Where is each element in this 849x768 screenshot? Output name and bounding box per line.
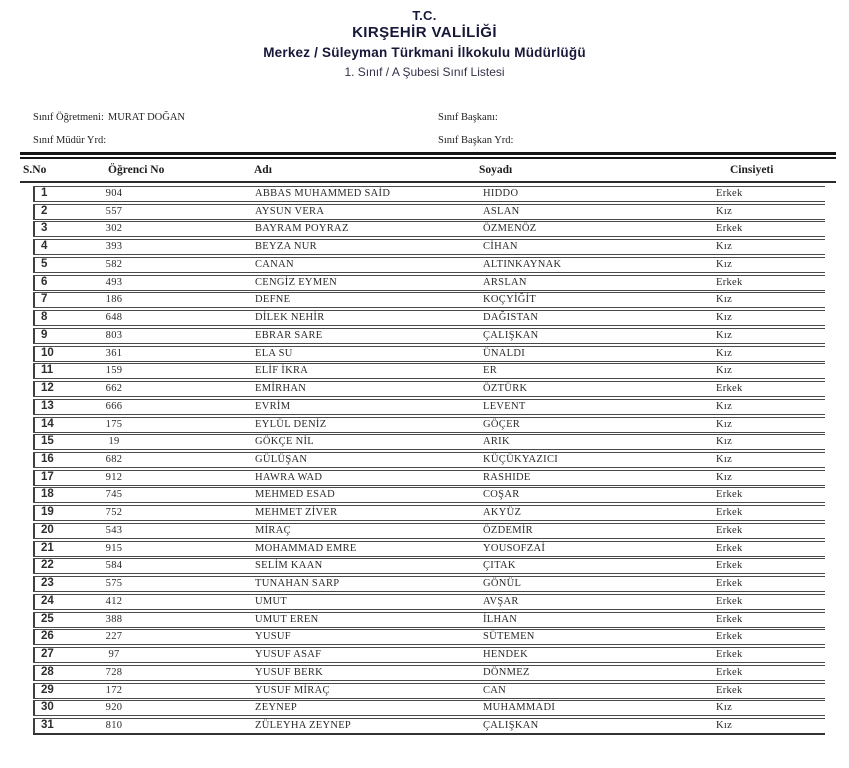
table-row xyxy=(33,310,825,326)
cell-cinsiyeti: Erkek xyxy=(716,507,743,519)
meta-class-teacher xyxy=(33,112,185,123)
cell-ogrenci-no: 388 xyxy=(105,613,123,625)
cell-sno: 11 xyxy=(33,364,53,378)
cell-ogrenci-no: 393 xyxy=(105,241,123,253)
cell-ogrenci-no: 186 xyxy=(105,294,123,306)
table-header-rule xyxy=(20,181,836,183)
table-row xyxy=(33,434,825,450)
table-row xyxy=(33,487,825,503)
cell-sno: 16 xyxy=(33,453,54,467)
cell-adi: HAWRA WAD xyxy=(255,471,323,483)
cell-soyadi: ÇALIŞKAN xyxy=(483,720,539,732)
cell-sno: 31 xyxy=(33,719,54,733)
document-header xyxy=(0,8,849,79)
cell-ogrenci-no: 19 xyxy=(108,436,120,448)
cell-cinsiyeti: Kız xyxy=(716,347,733,359)
cell-ogrenci-no: 682 xyxy=(105,454,123,466)
cell-adi: BAYRAM POYRAZ xyxy=(255,223,349,235)
cell-ogrenci-no: 97 xyxy=(108,649,120,661)
cell-ogrenci-no: 543 xyxy=(105,524,123,536)
meta-class-teacher-value: MURAT DOĞAN xyxy=(107,112,185,123)
cell-cinsiyeti: Kız xyxy=(716,241,733,253)
cell-cinsiyeti: Kız xyxy=(716,436,733,448)
cell-ogrenci-no: 810 xyxy=(105,720,123,732)
table-row xyxy=(33,452,825,468)
cell-ogrenci-no: 745 xyxy=(105,489,123,501)
cell-sno: 30 xyxy=(33,701,54,715)
cell-cinsiyeti: Kız xyxy=(716,720,733,732)
cell-cinsiyeti: Erkek xyxy=(716,223,743,235)
col-header-adi: Adı xyxy=(254,164,272,176)
table-row xyxy=(33,239,825,255)
cell-sno: 15 xyxy=(33,435,54,449)
cell-cinsiyeti: Erkek xyxy=(716,524,743,536)
cell-ogrenci-no: 648 xyxy=(105,312,123,324)
col-header-ogrenci-no: Öğrenci No xyxy=(108,164,165,176)
cell-soyadi: ASLAN xyxy=(483,205,520,217)
cell-soyadi: ER xyxy=(483,365,498,377)
cell-sno: 22 xyxy=(33,559,54,573)
cell-cinsiyeti: Erkek xyxy=(716,276,743,288)
cell-sno: 20 xyxy=(33,524,54,538)
cell-adi: YUSUF ASAF xyxy=(255,649,322,661)
table-row xyxy=(33,186,825,202)
title-governorship: KIRŞEHİR VALİLİĞİ xyxy=(352,24,497,41)
cell-cinsiyeti: Erkek xyxy=(716,631,743,643)
cell-soyadi: ARIK xyxy=(483,436,510,448)
cell-cinsiyeti: Erkek xyxy=(716,666,743,678)
table-row xyxy=(33,346,825,362)
cell-adi: UMUT EREN xyxy=(255,613,319,625)
cell-cinsiyeti: Kız xyxy=(716,471,733,483)
table-row xyxy=(33,647,825,663)
cell-adi: GÜLÜŞAN xyxy=(255,454,308,466)
cell-sno: 21 xyxy=(33,542,54,556)
cell-ogrenci-no: 172 xyxy=(105,684,123,696)
cell-soyadi: DAĞISTAN xyxy=(483,312,539,324)
cell-sno: 3 xyxy=(33,222,47,236)
cell-adi: CANAN xyxy=(255,258,294,270)
table-row xyxy=(33,718,825,735)
cell-adi: GÖKÇE NİL xyxy=(255,436,314,448)
cell-cinsiyeti: Erkek xyxy=(716,649,743,661)
cell-sno: 8 xyxy=(33,311,47,325)
cell-adi: MEHMET ZİVER xyxy=(255,507,338,519)
cell-cinsiyeti: Kız xyxy=(716,702,733,714)
cell-adi: AYSUN VERA xyxy=(255,205,325,217)
table-row xyxy=(33,399,825,415)
cell-sno: 27 xyxy=(33,648,54,662)
cell-cinsiyeti: Erkek xyxy=(716,188,743,199)
cell-adi: BEYZA NUR xyxy=(255,241,317,253)
cell-soyadi: MUHAMMADI xyxy=(483,702,556,714)
cell-ogrenci-no: 920 xyxy=(105,702,123,714)
cell-sno: 6 xyxy=(33,276,47,290)
cell-cinsiyeti: Erkek xyxy=(716,578,743,590)
title-tc: T.C. xyxy=(412,8,437,23)
table-row xyxy=(33,665,825,681)
meta-block xyxy=(33,110,827,152)
cell-sno: 9 xyxy=(33,329,47,343)
cell-adi: MOHAMMAD EMRE xyxy=(255,542,357,554)
meta-deputy-principal-label: Sınıf Müdür Yrd: xyxy=(33,135,107,146)
cell-adi: EMİRHAN xyxy=(255,383,307,395)
cell-soyadi: KOÇYİĞİT xyxy=(483,294,537,306)
cell-soyadi: AVŞAR xyxy=(483,595,519,607)
cell-sno: 23 xyxy=(33,577,54,591)
cell-sno: 19 xyxy=(33,506,54,520)
table-row xyxy=(33,576,825,592)
cell-cinsiyeti: Kız xyxy=(716,329,733,341)
cell-ogrenci-no: 584 xyxy=(105,560,123,572)
table-row xyxy=(33,700,825,716)
col-header-cinsiyeti: Cinsiyeti xyxy=(730,164,774,176)
cell-adi: EYLÜL DENİZ xyxy=(255,418,327,430)
cell-ogrenci-no: 175 xyxy=(105,418,123,430)
meta-class-teacher-label: Sınıf Öğretmeni: xyxy=(33,112,104,123)
cell-cinsiyeti: Erkek xyxy=(716,613,743,625)
table-row xyxy=(33,505,825,521)
cell-ogrenci-no: 915 xyxy=(105,542,123,554)
cell-sno: 29 xyxy=(33,684,54,698)
cell-cinsiyeti: Erkek xyxy=(716,542,743,554)
cell-sno: 7 xyxy=(33,293,47,307)
table-body xyxy=(33,186,825,735)
student-table xyxy=(20,152,836,737)
cell-soyadi: SÜTEMEN xyxy=(483,631,535,643)
col-header-sno: S.No xyxy=(23,164,47,176)
cell-cinsiyeti: Erkek xyxy=(716,684,743,696)
title-class-list: 1. Sınıf / A Şubesi Sınıf Listesi xyxy=(344,65,505,79)
table-row xyxy=(33,221,825,237)
cell-soyadi: KÜÇÜKYAZICI xyxy=(483,454,559,466)
cell-ogrenci-no: 493 xyxy=(105,276,123,288)
cell-cinsiyeti: Kız xyxy=(716,294,733,306)
cell-sno: 24 xyxy=(33,595,54,609)
cell-sno: 12 xyxy=(33,382,54,396)
cell-soyadi: ÇALIŞKAN xyxy=(483,329,539,341)
cell-adi: ABBAS MUHAMMED SAİD xyxy=(255,188,391,199)
cell-sno: 14 xyxy=(33,418,54,432)
table-row xyxy=(33,381,825,397)
table-row xyxy=(33,612,825,628)
cell-adi: DİLEK NEHİR xyxy=(255,312,325,324)
cell-soyadi: LEVENT xyxy=(483,400,526,412)
col-header-soyadi: Soyadı xyxy=(479,164,513,176)
cell-adi: SELİM KAAN xyxy=(255,560,323,572)
cell-adi: EVRİM xyxy=(255,400,291,412)
cell-cinsiyeti: Erkek xyxy=(716,489,743,501)
cell-sno: 18 xyxy=(33,488,54,502)
meta-class-president-label: Sınıf Başkanı: xyxy=(438,112,498,123)
cell-soyadi: HENDEK xyxy=(483,649,528,661)
cell-adi: CENGİZ EYMEN xyxy=(255,276,338,288)
cell-adi: EBRAR SARE xyxy=(255,329,323,341)
cell-ogrenci-no: 803 xyxy=(105,329,123,341)
cell-soyadi: COŞAR xyxy=(483,489,520,501)
cell-ogrenci-no: 728 xyxy=(105,666,123,678)
table-row xyxy=(33,275,825,291)
cell-sno: 10 xyxy=(33,347,54,361)
cell-adi: YUSUF MİRAÇ xyxy=(255,684,330,696)
cell-adi: TUNAHAN SARP xyxy=(255,578,340,590)
cell-cinsiyeti: Erkek xyxy=(716,595,743,607)
table-row xyxy=(33,328,825,344)
cell-soyadi: İLHAN xyxy=(483,613,518,625)
cell-adi: YUSUF xyxy=(255,631,291,643)
cell-sno: 5 xyxy=(33,258,47,272)
cell-sno: 2 xyxy=(33,205,47,219)
cell-ogrenci-no: 582 xyxy=(105,258,123,270)
cell-adi: MEHMED ESAD xyxy=(255,489,336,501)
cell-soyadi: DÖNMEZ xyxy=(483,666,530,678)
cell-sno: 4 xyxy=(33,240,47,254)
table-row xyxy=(33,541,825,557)
table-row xyxy=(33,204,825,220)
cell-ogrenci-no: 159 xyxy=(105,365,123,377)
table-row xyxy=(33,594,825,610)
cell-adi: MİRAÇ xyxy=(255,524,291,536)
cell-soyadi: ÖZMENÖZ xyxy=(483,223,537,235)
cell-adi: ELİF İKRA xyxy=(255,365,309,377)
cell-sno: 1 xyxy=(33,187,47,201)
meta-class-vice-president xyxy=(438,135,517,146)
cell-cinsiyeti: Kız xyxy=(716,312,733,324)
cell-adi: UMUT xyxy=(255,595,288,607)
table-row xyxy=(33,629,825,645)
cell-adi: ELA SU xyxy=(255,347,293,359)
cell-soyadi: YOUSOFZAİ xyxy=(483,542,546,554)
cell-cinsiyeti: Kız xyxy=(716,205,733,217)
table-row xyxy=(33,523,825,539)
cell-soyadi: ARSLAN xyxy=(483,276,527,288)
cell-ogrenci-no: 662 xyxy=(105,383,123,395)
cell-soyadi: GÖNÜL xyxy=(483,578,522,590)
cell-sno: 25 xyxy=(33,613,54,627)
cell-soyadi: ÜNALDI xyxy=(483,347,526,359)
cell-soyadi: GÖÇER xyxy=(483,418,521,430)
table-row xyxy=(33,292,825,308)
cell-soyadi: ALTINKAYNAK xyxy=(483,258,562,270)
cell-soyadi: CİHAN xyxy=(483,241,518,253)
cell-ogrenci-no: 575 xyxy=(105,578,123,590)
cell-ogrenci-no: 302 xyxy=(105,223,123,235)
cell-cinsiyeti: Erkek xyxy=(716,560,743,572)
cell-ogrenci-no: 227 xyxy=(105,631,123,643)
cell-soyadi: HIDDO xyxy=(483,188,519,199)
cell-cinsiyeti: Kız xyxy=(716,454,733,466)
cell-ogrenci-no: 752 xyxy=(105,507,123,519)
table-row xyxy=(33,257,825,273)
cell-adi: DEFNE xyxy=(255,294,291,306)
cell-adi: YUSUF BERK xyxy=(255,666,324,678)
cell-sno: 17 xyxy=(33,471,54,485)
cell-adi: ZÜLEYHA ZEYNEP xyxy=(255,720,352,732)
cell-ogrenci-no: 904 xyxy=(105,188,123,199)
cell-soyadi: CAN xyxy=(483,684,507,696)
table-row xyxy=(33,417,825,433)
meta-class-vice-president-label: Sınıf Başkan Yrd: xyxy=(438,135,514,146)
cell-ogrenci-no: 412 xyxy=(105,595,123,607)
cell-cinsiyeti: Kız xyxy=(716,258,733,270)
cell-cinsiyeti: Erkek xyxy=(716,383,743,395)
cell-ogrenci-no: 557 xyxy=(105,205,123,217)
table-top-rule xyxy=(20,152,836,159)
cell-cinsiyeti: Kız xyxy=(716,365,733,377)
cell-soyadi: ÖZDEMİR xyxy=(483,524,533,536)
cell-sno: 28 xyxy=(33,666,54,680)
cell-ogrenci-no: 666 xyxy=(105,400,123,412)
table-row xyxy=(33,363,825,379)
meta-deputy-principal xyxy=(33,135,110,146)
cell-sno: 26 xyxy=(33,630,54,644)
cell-soyadi: ÖZTÜRK xyxy=(483,383,528,395)
cell-soyadi: AKYÜZ xyxy=(483,507,522,519)
cell-sno: 13 xyxy=(33,400,54,414)
table-header-row xyxy=(20,160,836,181)
cell-soyadi: ÇITAK xyxy=(483,560,516,572)
cell-cinsiyeti: Kız xyxy=(716,400,733,412)
cell-soyadi: RASHIDE xyxy=(483,471,531,483)
title-school: Merkez / Süleyman Türkmani İlkokulu Müdürlüğü xyxy=(263,45,586,60)
cell-ogrenci-no: 912 xyxy=(105,471,123,483)
table-row xyxy=(33,683,825,699)
cell-cinsiyeti: Kız xyxy=(716,418,733,430)
table-row xyxy=(33,558,825,574)
meta-class-president xyxy=(438,112,502,123)
table-row xyxy=(33,470,825,486)
cell-adi: ZEYNEP xyxy=(255,702,298,714)
cell-ogrenci-no: 361 xyxy=(105,347,123,359)
